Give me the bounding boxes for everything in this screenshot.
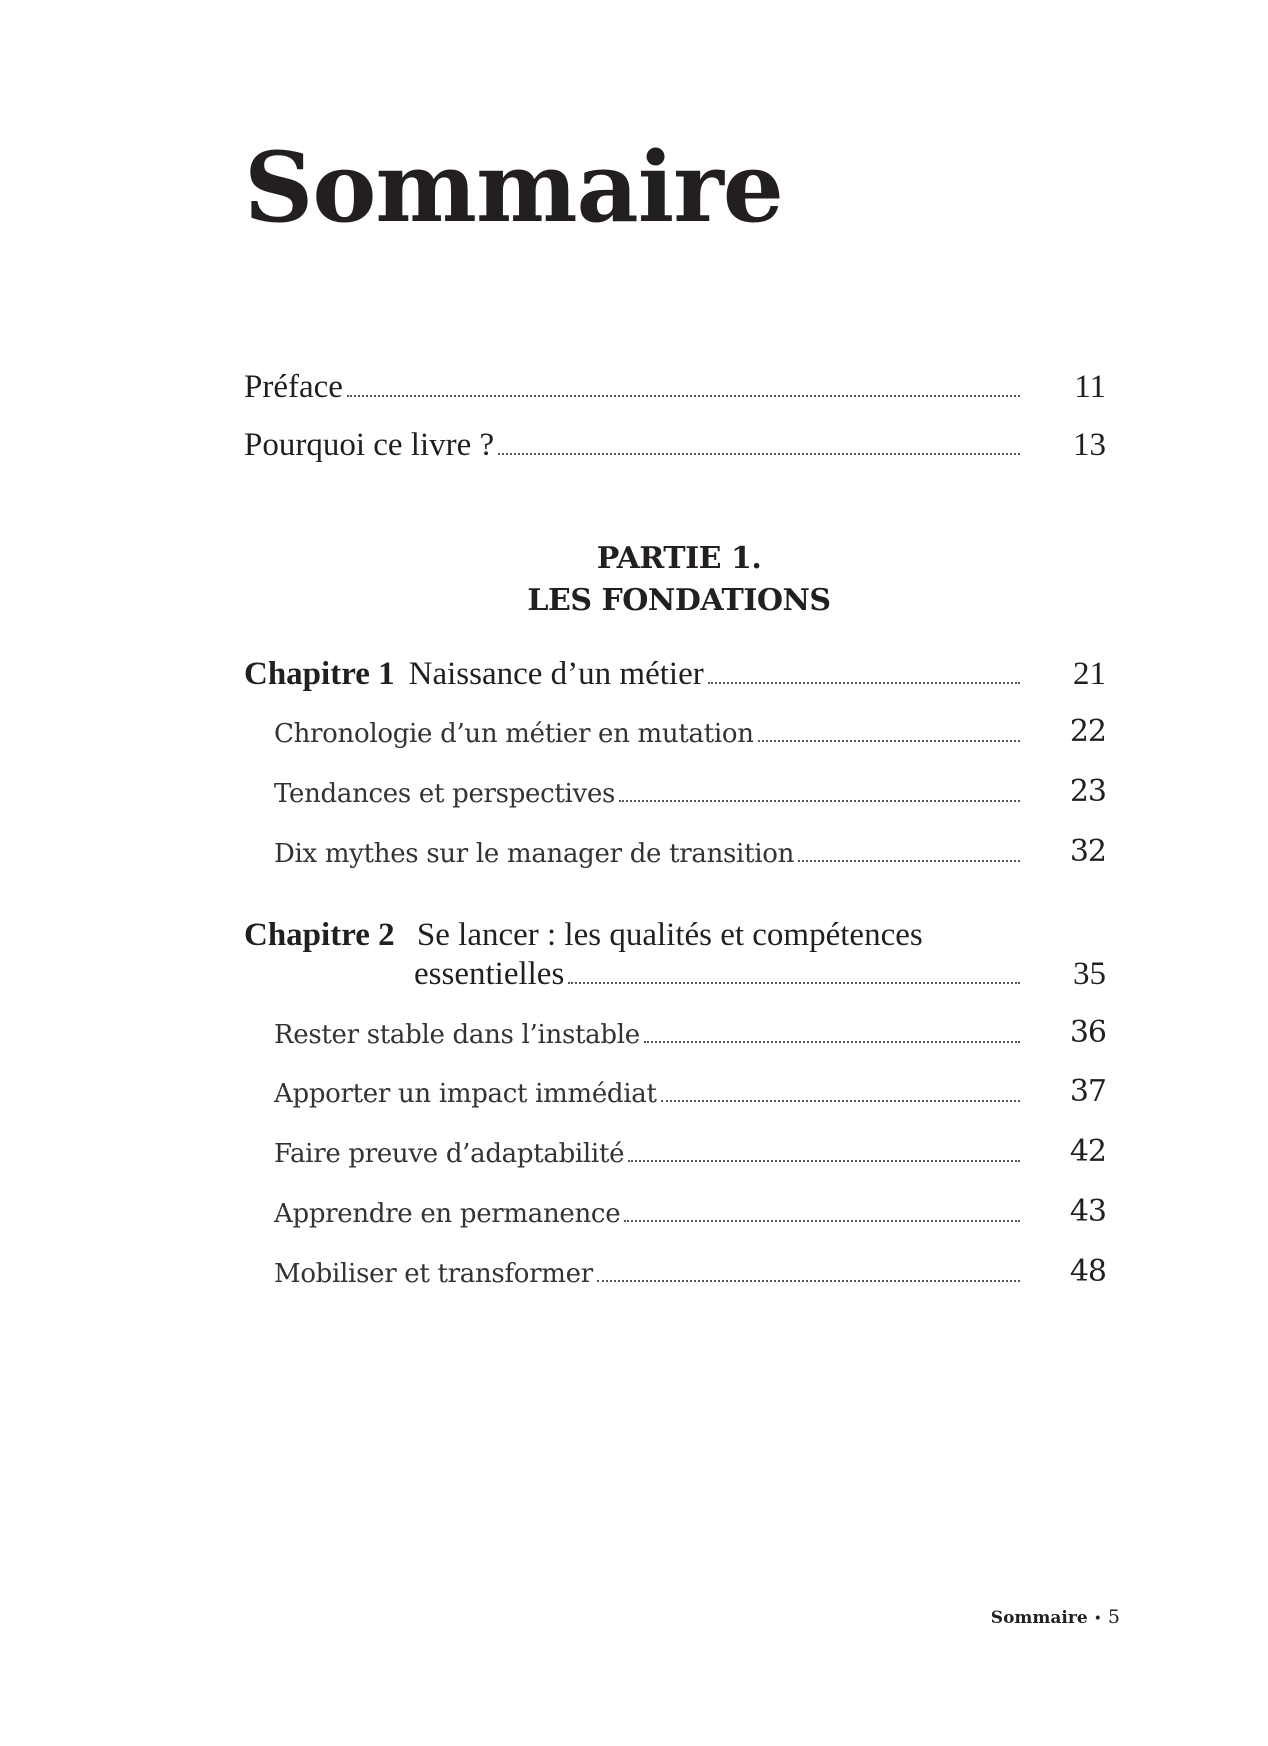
toc-entry-page: 22 xyxy=(1069,714,1106,749)
part-number: PARTIE 1. xyxy=(596,541,762,576)
dot-leader xyxy=(628,1160,1020,1162)
dot-leader xyxy=(708,682,1020,684)
dot-leader xyxy=(758,740,1020,742)
toc-section xyxy=(0,771,1268,815)
toc-entry-page: 36 xyxy=(1069,1015,1106,1050)
toc-section xyxy=(0,1251,1268,1295)
chapter-number: Chapitre 2 xyxy=(244,917,395,953)
section-label: Chronologie d’un métier en mutation xyxy=(274,719,754,749)
part-heading xyxy=(0,538,1268,622)
dot-leader xyxy=(498,453,1020,455)
toc-entry-label: Préface xyxy=(244,369,343,405)
toc-entry-page: 21 xyxy=(1073,656,1106,692)
toc-section xyxy=(0,1191,1268,1235)
toc-entry-pourquoi xyxy=(0,426,1268,470)
dot-leader xyxy=(624,1220,1020,1222)
dot-leader xyxy=(619,800,1020,802)
chapter-title: Naissance d’un métier xyxy=(408,656,704,692)
dot-leader xyxy=(661,1100,1020,1102)
toc-chapter-2 xyxy=(0,955,1268,999)
toc-entry-page: 32 xyxy=(1069,834,1106,869)
section-label: Apprendre en permanence xyxy=(274,1199,621,1229)
toc-entry-page: 48 xyxy=(1069,1254,1106,1289)
dot-leader xyxy=(347,395,1020,397)
toc-section xyxy=(0,711,1268,755)
page-title: Sommaire xyxy=(244,131,783,244)
toc-section xyxy=(0,831,1268,875)
page-number: 5 xyxy=(1107,1606,1120,1628)
toc-section xyxy=(0,1012,1268,1056)
chapter-number: Chapitre 1 xyxy=(244,656,395,692)
dot-leader xyxy=(597,1280,1020,1282)
toc-entry-page: 35 xyxy=(1073,956,1106,992)
toc-entry-page: 13 xyxy=(1073,427,1106,463)
toc-entry-page: 43 xyxy=(1069,1194,1106,1229)
running-title: Sommaire xyxy=(990,1608,1088,1628)
toc-entry-label: Pourquoi ce livre ? xyxy=(244,427,495,463)
toc-entry-page: 11 xyxy=(1074,369,1106,405)
page-footer xyxy=(991,1606,1120,1628)
chapter-title-line1: Se lancer : les qualités et compétences xyxy=(416,917,923,953)
section-label: Tendances et perspectives xyxy=(274,779,616,809)
section-label: Apporter un impact immédiat xyxy=(274,1079,657,1109)
footer-separator: • xyxy=(1093,1611,1102,1627)
toc-entry-page: 42 xyxy=(1069,1134,1106,1169)
toc-chapter-2-first-line xyxy=(244,917,923,954)
part-title: LES FONDATIONS xyxy=(527,583,831,618)
toc-entry-preface xyxy=(0,368,1268,412)
dot-leader xyxy=(798,860,1020,862)
toc-section xyxy=(0,1071,1268,1115)
toc-entry-page: 37 xyxy=(1069,1074,1106,1109)
dot-leader xyxy=(568,982,1020,984)
section-label: Dix mythes sur le manager de transition xyxy=(274,839,795,869)
section-label: Rester stable dans l’instable xyxy=(274,1020,640,1050)
toc-entry-page: 23 xyxy=(1069,774,1106,809)
chapter-title-line2: essentielles xyxy=(414,956,565,992)
section-label: Faire preuve d’adaptabilité xyxy=(274,1139,625,1169)
section-label: Mobiliser et transformer xyxy=(274,1259,593,1289)
toc-section xyxy=(0,1131,1268,1175)
toc-chapter-1 xyxy=(0,655,1268,699)
dot-leader xyxy=(644,1041,1020,1043)
